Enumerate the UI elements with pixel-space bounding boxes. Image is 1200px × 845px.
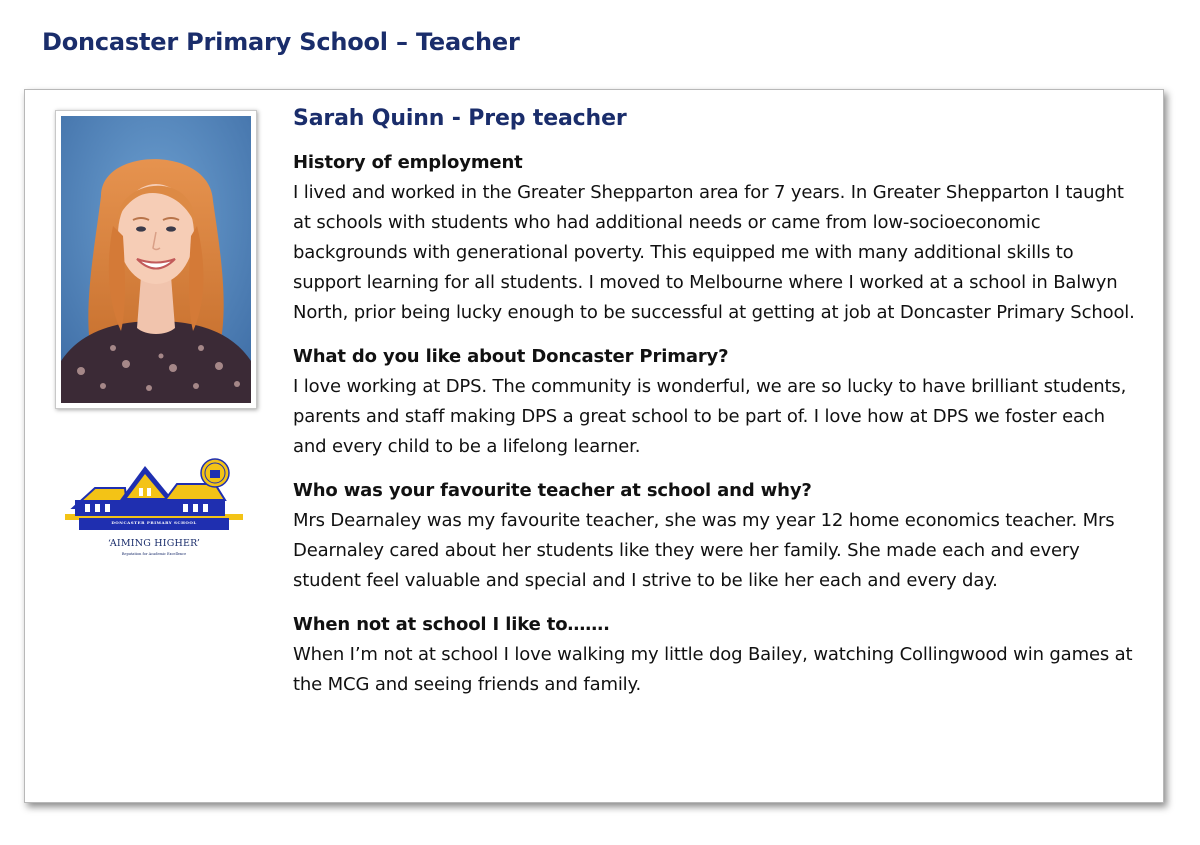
school-building-icon xyxy=(65,458,243,538)
section-favourite-teacher xyxy=(293,476,1143,596)
logo-banner-text: DONCASTER PRIMARY SCHOOL xyxy=(111,520,197,525)
section-outside-school xyxy=(293,610,1143,700)
section-heading: What do you like about Doncaster Primary? xyxy=(293,346,729,367)
teacher-name: Sarah Quinn - Prep teacher xyxy=(293,106,627,131)
section-text: Mrs Dearnaley was my favourite teacher, she was my year 12 home economics teacher. Mrs Dearnaley cared about her students like they were her family. She made each and every student feel valuable and special and I strive to be like her each and every day. xyxy=(293,510,1115,591)
profile-content xyxy=(293,104,1143,714)
section-text: I love working at DPS. The community is wonderful, we are so lucky to have brilliant students, parents and staff making DPS a great school to be part of. I love how at DPS we foster each and every child to be a lifelong learner. xyxy=(293,376,1127,457)
section-history xyxy=(293,148,1143,328)
school-logo xyxy=(65,458,243,564)
logo-tagline: Reputation for Academic Excellence xyxy=(121,552,187,556)
section-heading: When not at school I like to……. xyxy=(293,614,610,635)
portrait-image xyxy=(61,116,251,403)
section-text: I lived and worked in the Greater Shepparton area for 7 years. In Greater Shepparton I taught at schools with students who had additional needs or came from low-socioeconomic backgrounds with generational poverty. This equipped me with many additional skills to support learning for all students. I moved to Melbourne where I worked at a school in Balwyn North, prior being lucky enough to be successful at getting at job at Doncaster Primary School. xyxy=(293,182,1135,323)
section-text: When I’m not at school I love walking my little dog Bailey, watching Collingwood win games at the MCG and seeing friends and family. xyxy=(293,644,1133,695)
teacher-photo xyxy=(55,110,257,409)
teacher-profile-card xyxy=(24,89,1164,803)
section-heading: Who was your favourite teacher at school and why? xyxy=(293,480,812,501)
section-heading: History of employment xyxy=(293,152,523,173)
page-title: Doncaster Primary School – Teacher xyxy=(42,28,520,56)
logo-motto: ‘AIMING HIGHER’ xyxy=(107,538,201,549)
section-like-dps xyxy=(293,342,1143,462)
